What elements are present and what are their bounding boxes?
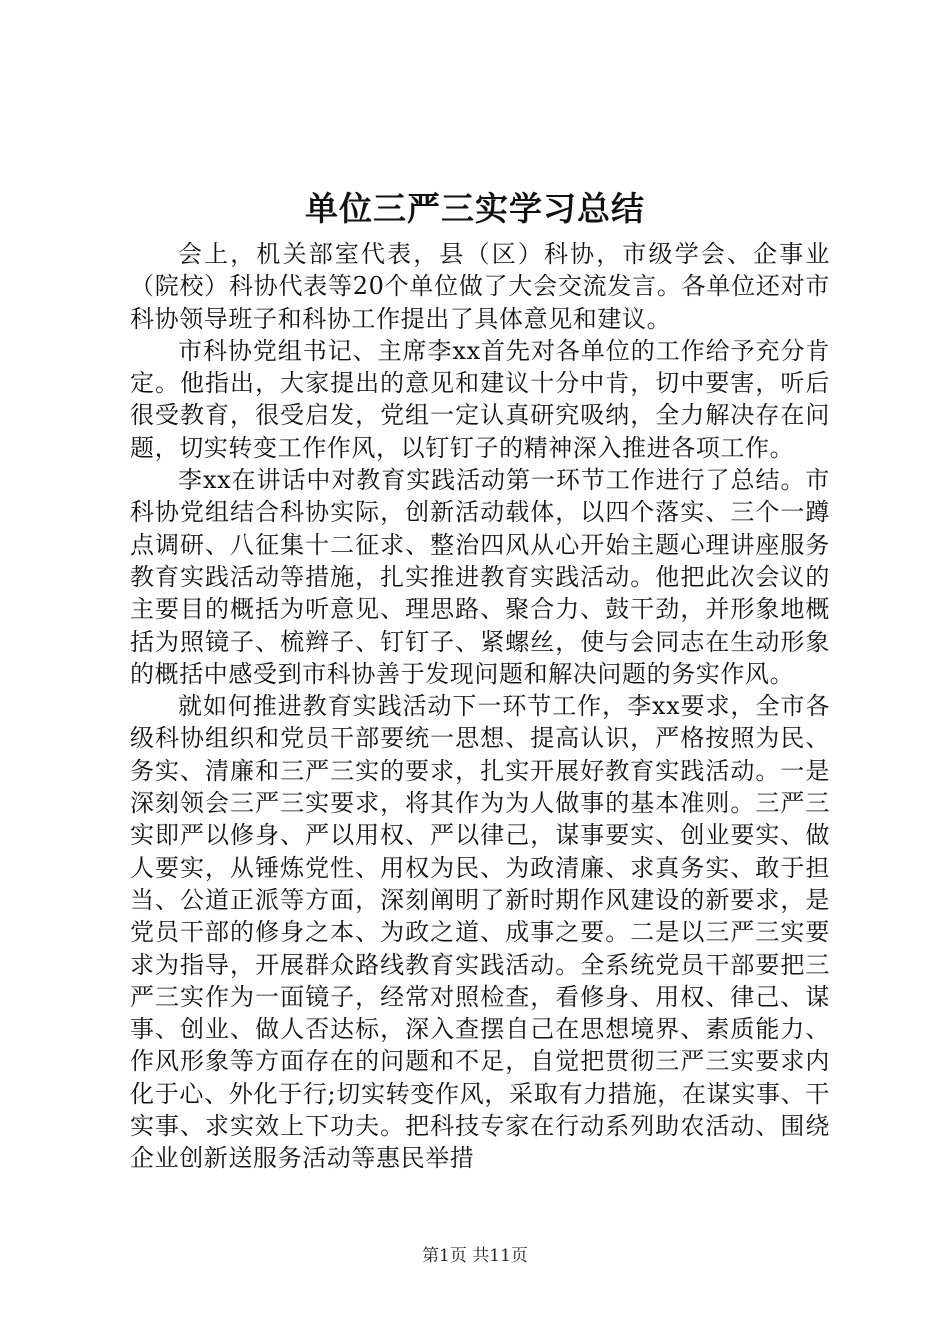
paragraph: 李xx在讲话中对教育实践活动第一环节工作进行了总结。市科协党组结合科协实际，创新活动载体，以四个落实、三个一蹲点调研、八征集十二征求、整治四风从心开始主题心理讲座服务教育实践活动等措施，扎实推进教育实践活动。他把此次会议的主要目的概括为听意见、理思路、聚合力、鼓干劲，并形象地概括为照镜子、梳辫子、钉钉子、紧螺丝，使与会同志在生动形象的概括中感受到市科协善于发现问题和解决问题的务实作风。	[130, 466, 830, 688]
paragraph: 就如何推进教育实践活动下一环节工作，李xx要求，全市各级科协组织和党员干部要统一思想、提高认识，严格按照为民、务实、清廉和三严三实的要求，扎实开展好教育实践活动。一是深刻领会三严三实要求，将其作为为人做事的基本准则。三严三实即严以修身、严以用权、严以律己，谋事要实、创业要实、做人要实，从锤炼党性、用权为民、为政清廉、求真务实、敢于担当、公道正派等方面，深刻阐明了新时期作风建设的新要求，是党员干部的修身之本、为政之道、成事之要。二是以三严三实要求为指导，开展群众路线教育实践活动。全系统党员干部要把三严三实作为一面镜子，经常对照检查，看修身、用权、律己、谋事、创业、做人否达标，深入查摆自己在思想境界、素质能力、作风形象等方面存在的问题和不足，自觉把贯彻三严三实要求内化于心、外化于行;切实转变作风，采取有力措施，在谋实事、干实事、求实效上下功夫。把科技专家在行动系列助农活动、围绕企业创新送服务活动等惠民举措	[130, 692, 830, 1173]
paragraph: 市科协党组书记、主席李xx首先对各单位的工作给予充分肯定。他指出，大家提出的意见和建议十分中肯，切中要害，听后很受教育，很受启发，党组一定认真研究吸纳，全力解决存在问题，切实转变工作作风，以钉钉子的精神深入推进各项工作。	[130, 336, 830, 462]
document-title: 单位三严三实学习总结	[305, 189, 645, 228]
page-number: 第1页 共11页	[422, 1246, 528, 1266]
document-body	[130, 238, 830, 1175]
paragraph: 会上，机关部室代表，县（区）科协，市级学会、企事业（院校）科协代表等20个单位做了大会交流发言。各单位还对市科协领导班子和科协工作提出了具体意见和建议。	[130, 240, 830, 333]
